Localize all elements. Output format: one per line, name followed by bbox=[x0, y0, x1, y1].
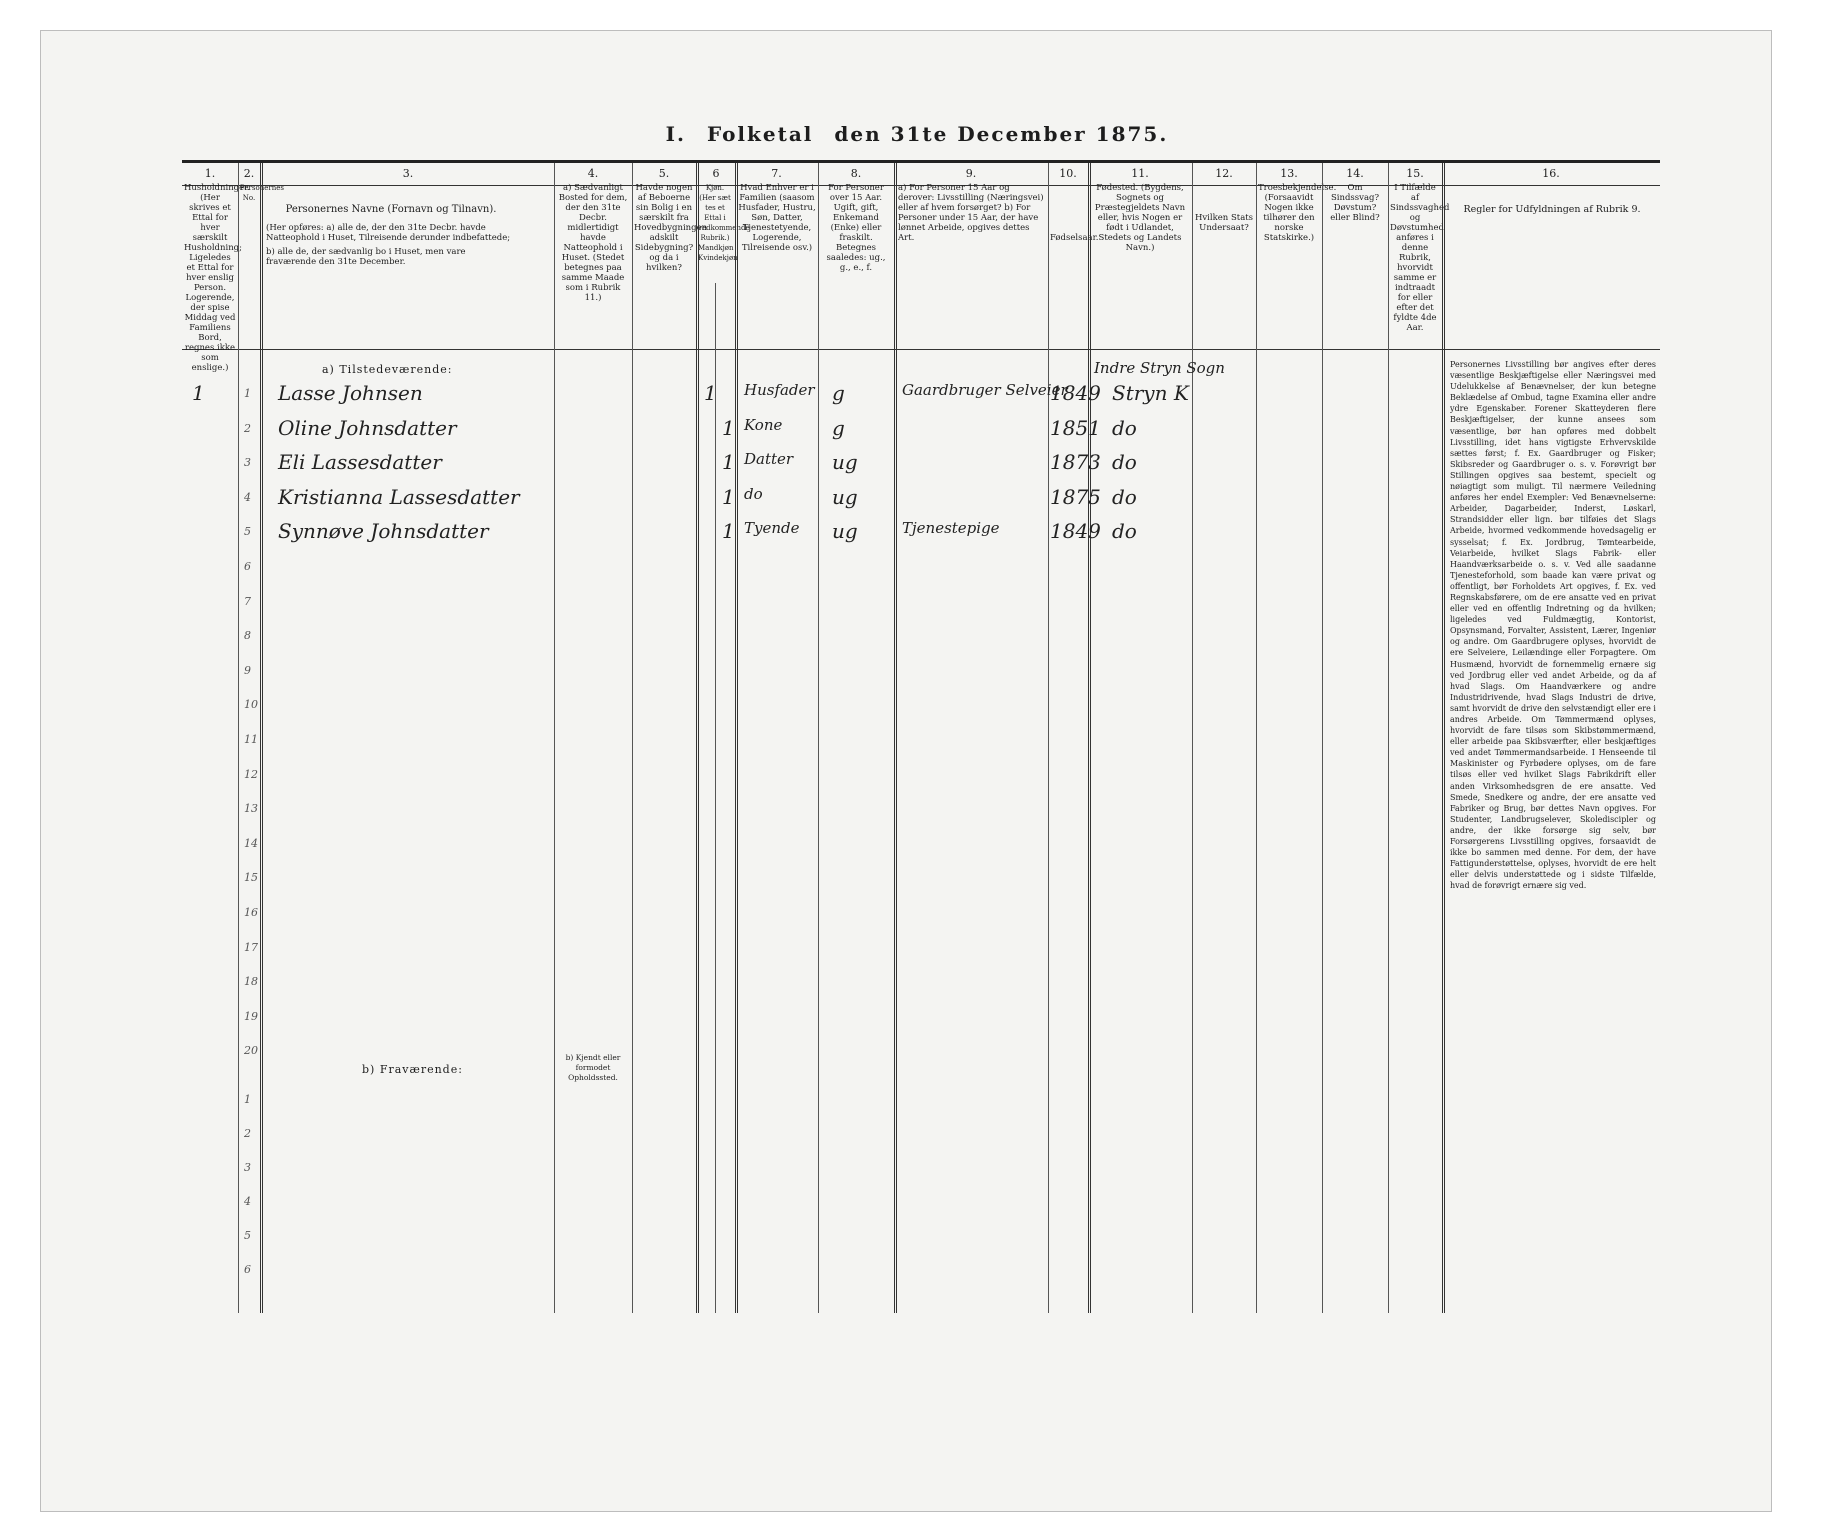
person-marital: ug bbox=[832, 484, 858, 509]
person-occupation: Tjenestepige bbox=[902, 519, 1000, 538]
row-number: 5 bbox=[244, 525, 251, 539]
row-number: 15 bbox=[244, 871, 258, 885]
row-number-absent: 2 bbox=[244, 1127, 251, 1140]
person-name: Synnøve Johnsdatter bbox=[278, 519, 489, 544]
row-number: 20 bbox=[244, 1044, 258, 1058]
person-marital: ug bbox=[832, 519, 858, 544]
row-number: 9 bbox=[244, 663, 251, 677]
header-names-a: (Her opføres: a) alle de, der den 31te Decbr. havde Natteophold i Huset, Tilreisende derunder indbefattede; bbox=[266, 223, 511, 243]
column-number: 11. bbox=[1131, 167, 1149, 180]
person-role: Husfader bbox=[744, 381, 815, 399]
header-disability: Om Sindssvag? Døvstum? eller Blind? bbox=[1330, 183, 1380, 223]
person-female: 1 bbox=[722, 519, 735, 544]
header-birth-year: Fødselsaar. bbox=[1050, 233, 1099, 243]
person-birth-year: 1849 bbox=[1050, 381, 1101, 405]
rules-title: Regler for Udfyldningen af Rubrik 9. bbox=[1463, 204, 1641, 215]
header-side-building: Havde nogen af Beboerne sin Bolig i en særskilt fra Hovedbygningen adskilt Sidebygning? og da i hvilken? bbox=[634, 183, 708, 273]
row-number-absent: 6 bbox=[244, 1263, 251, 1276]
row-number: 14 bbox=[244, 836, 258, 850]
person-birthplace: do bbox=[1112, 450, 1137, 475]
row-number: 1 bbox=[244, 387, 251, 400]
person-birth-year: 1875 bbox=[1050, 484, 1101, 509]
row-number: 3 bbox=[244, 456, 251, 470]
col-divider-5 bbox=[696, 163, 699, 1313]
person-role: Kone bbox=[744, 415, 783, 434]
row-number: 6 bbox=[244, 560, 251, 573]
header-sex: Kjøn. (Her sæt tes et Ettal i vedkommende Rubrik.) Mandkjøn Kvindekjøn bbox=[698, 184, 750, 262]
col-divider-6 bbox=[735, 163, 738, 1313]
person-occupation: Gaardbruger Selveier bbox=[902, 381, 1068, 399]
column-number: 7. bbox=[771, 167, 782, 180]
title-folketal: Folketal bbox=[706, 122, 814, 146]
header-households: Husholdninger. (Her skrives et Ettal for hver særskilt Husholdning; Ligeledes et Ettal for hver enslig Person. Logerende, der spise Middag ved Familiens Bord, regnes ikke som enslige.) bbox=[184, 183, 250, 373]
col-divider-6a bbox=[715, 283, 716, 1313]
row-number: 7 bbox=[244, 594, 251, 608]
rules-text: Personernes Livsstilling bør angives efter deres væsentlige Beskjæftigelse eller Næringsvei med Udelukkelse af Benævnelser, der kun betegne Beklædelse af Ombud, tagne Examina eller andre ydre Egenskaber. Forener Skatteyderen flere Beskjæftigelser, der kunne ansees som væsentlige, bør han opføres med dobbelt Livsstilling, idet hans vigtigste Erhvervskilde sættes først; f. Ex. Gaardbruger og Fisker; Skibsreder og Gaardbruger o. s. v. Forøvrigt bør Stillingen opgives saa bestemt, specielt og nøiagtigt som muligt. Til nærmere Veiledning anføres her endel Exempler: Ved Benævnelserne: Arbeider, Dagarbeider, Inderst, Løskarl, Strandsidder eller lign. bør tilføies det Slags Arbeide, hvormed vedkommende hovedsagelig er sysselsat; f. Ex. Jordbrug, Tømtearbeide, Veiarbeide, hvilket Slags Fabrik- eller Haandværksarbeide o. s. v. Ved alle saadanne Tjenesteforhold, som baade kan være privat og offentligt, bør Forholdets Art opgives, f. Ex. ved Regnskabsførere, om de ere ansatte ved en privat eller ved en offentlig Indretning og da hvilken; ligeledes ved Fuldmægtig, Kontorist, Opsynsmand, Forvalter, Assistent, Lærer, Ingeniør og andre. Om Gaardbrugere oplyses, hvorvidt de ere Selveiere, Leilændinge eller Forpagtere. Om Husmænd, hvorvidt de fornemmelig ernære sig ved Jordbrug eller ved andet Arbeide, og da af hvad Slags. Om Haandværkere og andre Industridrivende, hvad Slags Industri de drive, samt hvorvidt de drive den selvstændigt eller ere i andres Arbeide. Om Tømmermænd oplyses, hvorvidt de fare tilsøs som Skibstømmermænd, eller arbeide paa Skibsværfter, eller beskjæftiges ved andet Tømmermandsarbeide. I Henseende til Maskinister og Fyrbødere oplyses, om de fare tilsøs eller ved hvilket Slags Fabrikdrift eller anden Virksomhedsgren de ere ansatte. Ved Smede, Snedkere og andre, der ere ansatte ved Fabriker og Brug, bør dettes Navn opgives. For Studenter, Landbrugselever, Skolediscipler og andre, der ikke forsørge sig selv, bør Forsørgerens Livsstilling opgives, forsaavidt de ikke bo sammen med denne. For dem, der have Fattigunderstøttelse, oplyses, hvorvidt de ere helt eller delvis understøttede og i sidste Tilfælde, hvad de forøvrigt ernære sig ved. bbox=[1450, 360, 1656, 891]
column-number: 8. bbox=[850, 167, 862, 180]
row-number: 4 bbox=[244, 490, 251, 504]
column-number: 16. bbox=[1542, 167, 1560, 180]
row-number: 16 bbox=[244, 906, 258, 919]
row-number-absent: 1 bbox=[244, 1093, 251, 1106]
row-number: 10 bbox=[244, 698, 258, 712]
birthplace-note: Indre Stryn Sogn bbox=[1094, 359, 1225, 377]
person-female: 1 bbox=[722, 484, 735, 509]
header-names-title: Personernes Navne (Fornavn og Tilnavn). bbox=[285, 204, 497, 215]
col-divider-10 bbox=[1088, 163, 1091, 1313]
section-absent-col4: b) Kjendt eller formodet Opholdssted. bbox=[565, 1053, 621, 1082]
person-female: 1 bbox=[722, 450, 735, 475]
column-number: 13. bbox=[1280, 167, 1298, 180]
person-birthplace: Stryn K bbox=[1112, 381, 1189, 405]
row-number-absent: 4 bbox=[244, 1195, 251, 1208]
header-marital: For Personer over 15 Aar. Ugift, gift, Enkemand (Enke) eller fraskilt. Betegnes saaledes: ug., g., e., f. bbox=[826, 183, 886, 273]
person-birthplace: do bbox=[1112, 519, 1137, 544]
person-birth-year: 1849 bbox=[1050, 519, 1101, 544]
census-form bbox=[182, 160, 1660, 1313]
column-number: 14. bbox=[1346, 167, 1364, 180]
person-birth-year: 1873 bbox=[1050, 450, 1101, 475]
person-name: Oline Johnsdatter bbox=[278, 415, 457, 440]
row-number-absent: 3 bbox=[244, 1161, 251, 1174]
row-number: 11 bbox=[244, 733, 258, 746]
col-divider-9 bbox=[1048, 163, 1049, 1313]
header-birthplace: Fødested. (Bygdens, Sognets og Præstegjeldets Navn eller, hvis Nogen er født i Udlandet, Stedets og Landets Navn.) bbox=[1094, 183, 1186, 253]
census-page bbox=[52, 44, 1782, 1504]
column-number: 1. bbox=[204, 167, 216, 180]
header-bottom-rule bbox=[182, 349, 1660, 350]
column-number: 6 bbox=[712, 167, 720, 180]
person-birthplace: do bbox=[1112, 484, 1137, 509]
header-citizenship: Hvilken Stats Undersaat? bbox=[1194, 213, 1254, 233]
header-family-role: Hvad Enhver er i Familien (saasom Husfader, Hustru, Søn, Datter, Tjenestetyende, Logerende, Tilreisende osv.) bbox=[738, 183, 816, 253]
col-divider-8 bbox=[894, 163, 897, 1313]
person-marital: g bbox=[832, 381, 845, 405]
row-number: 17 bbox=[244, 940, 258, 954]
col-divider-2 bbox=[260, 163, 263, 1313]
person-role: do bbox=[744, 484, 763, 503]
title-roman: I. bbox=[665, 122, 686, 146]
person-birth-year: 1851 bbox=[1050, 415, 1101, 440]
row-number: 13 bbox=[244, 802, 258, 816]
row-number: 12 bbox=[244, 767, 258, 781]
column-number: 2. bbox=[243, 167, 255, 180]
column-number: 5. bbox=[658, 167, 670, 180]
col-divider-7 bbox=[818, 163, 819, 1313]
person-female: 1 bbox=[722, 415, 735, 440]
row-number: 19 bbox=[244, 1009, 258, 1023]
col-divider-12 bbox=[1256, 163, 1257, 1313]
person-marital: g bbox=[832, 415, 845, 440]
row-number: 8 bbox=[244, 629, 251, 643]
person-name: Eli Lassesdatter bbox=[278, 450, 442, 475]
person-name: Kristianna Lassesdatter bbox=[278, 484, 520, 509]
person-birthplace: do bbox=[1112, 415, 1137, 440]
col-divider-3 bbox=[554, 163, 555, 1313]
row-number: 18 bbox=[244, 975, 258, 989]
col-divider-1 bbox=[238, 163, 239, 1313]
header-religion: Troesbekjendelse. (Forsaavidt Nogen ikke tilhører den norske Statskirke.) bbox=[1258, 183, 1337, 243]
header-onset: I Tilfælde af Sindssvaghed og Døvstumhed anføres i denne Rubrik, hvorvidt samme er indtraadt for eller efter det fyldte 4de Aar. bbox=[1390, 183, 1450, 333]
column-number: 3. bbox=[402, 167, 414, 180]
person-marital: ug bbox=[832, 450, 858, 475]
section-absent: b) Fraværende: bbox=[362, 1063, 463, 1076]
col-divider-15 bbox=[1442, 163, 1445, 1313]
column-number: 9. bbox=[965, 167, 977, 180]
col-divider-4 bbox=[632, 163, 633, 1313]
column-number: 12. bbox=[1215, 167, 1233, 180]
header-names-b: b) alle de, der sædvanlig bo i Huset, men vare fraværende den 31te December. bbox=[266, 247, 466, 267]
header-names bbox=[266, 183, 516, 343]
column-number: 4. bbox=[587, 167, 599, 180]
col-divider-14 bbox=[1388, 163, 1389, 1313]
section-present: a) Tilstedeværende: bbox=[322, 363, 453, 376]
header-occupation: a) For Personer 15 Aar og derover: Livsstilling (Næringsvei) eller af hvem forsørget? b) For Personer under 15 Aar, der have lønnet Arbeide, opgives dettes Art. bbox=[898, 183, 1044, 243]
person-role: Datter bbox=[744, 450, 794, 469]
person-male: 1 bbox=[704, 381, 717, 405]
column-number: 10. bbox=[1059, 167, 1077, 180]
row-number: 2 bbox=[244, 421, 251, 435]
col-divider-13 bbox=[1322, 163, 1323, 1313]
page-title bbox=[52, 122, 1782, 146]
row-number-absent: 5 bbox=[244, 1229, 251, 1242]
person-role: Tyende bbox=[744, 519, 800, 538]
header-person-no: Personernes No. bbox=[240, 184, 284, 202]
column-number: 15. bbox=[1406, 167, 1424, 180]
person-name: Lasse Johnsen bbox=[278, 381, 423, 405]
person-household: 1 bbox=[192, 381, 205, 405]
col-divider-11 bbox=[1192, 163, 1193, 1313]
header-usual-residence: a) Sædvanligt Bosted for dem, der den 31te Decbr. midlertidigt havde Natteophold i Huset. (Stedet betegnes paa samme Maade som i Rubrik 11.) bbox=[558, 183, 628, 303]
title-date: den 31te December 1875. bbox=[834, 122, 1169, 146]
